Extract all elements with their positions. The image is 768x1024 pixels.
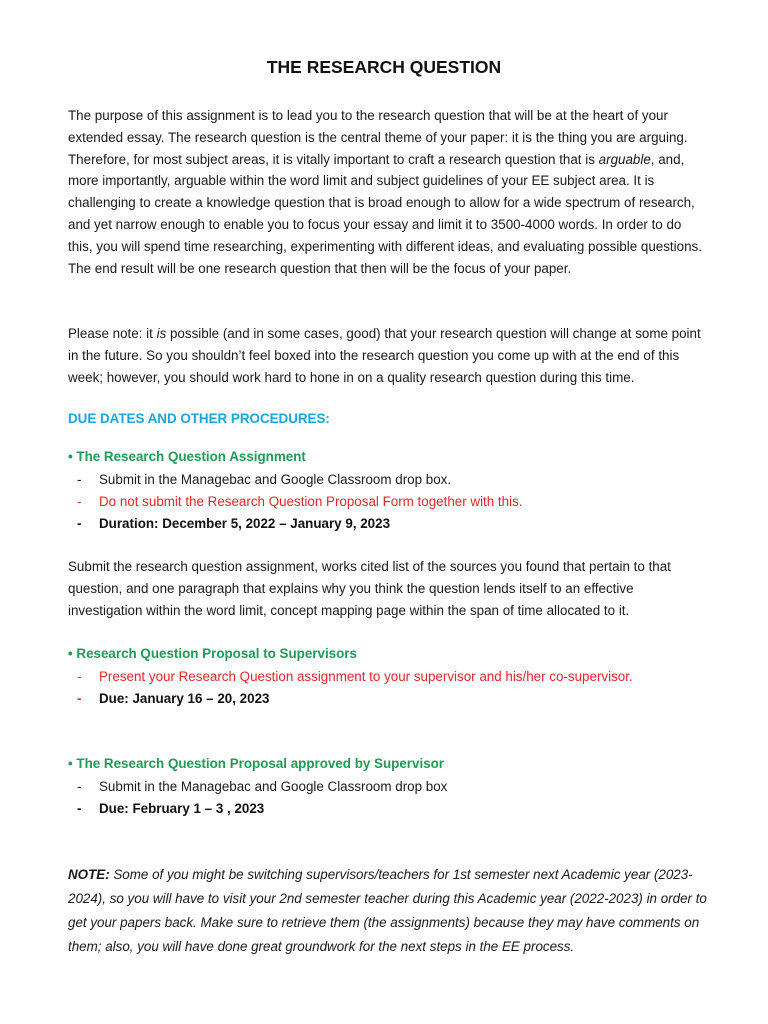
intro-text-2: , and, more importantly, arguable within the word limit and subject guidelines of your EE subject area. It is challenging to create a knowledge question that is broad enough to allow for a wide spectrum of research, and yet narrow enough to enable you to focus your essay and limit it to 3500-4000 words. In order to do this, you will spend time researching, experimenting with different ideas, and evaluating possible questions. The end result will be one research question that then will be the focus of your paper. — [68, 151, 702, 276]
note-paragraph — [68, 863, 718, 959]
list-item — [77, 776, 447, 798]
list-item-text: Submit in the Managebac and Google Classroom drop box — [99, 779, 448, 794]
intro-emphasis: arguable — [598, 151, 651, 167]
list-item-duration — [77, 513, 523, 535]
dash-marker: - — [77, 472, 82, 487]
note-label: NOTE: — [68, 867, 110, 882]
dash-marker: - — [77, 801, 82, 816]
submit-paragraph: Submit the research question assignment, works cited list of the sources you found that pertain to that question, and one paragraph that explains why you think the question lends itself to an effective investigation within the word limit, concept mapping page within the span of time allocated to it. — [68, 559, 671, 618]
dash-marker: - — [77, 494, 82, 509]
dash-marker: - — [77, 779, 82, 794]
note-text: Some of you might be switching supervisors/teachers for 1st semester next Academic year (2023-2024), so you will have to visit your 2nd semester teacher during this Academic year (2022-2023) in order to get your papers back. Make sure to retrieve them (the assignments) because they may have comments on them; also, you will have done great groundwork for the next steps in the EE process. — [68, 867, 707, 954]
section-list-assignment — [77, 469, 523, 535]
list-item-text: Duration: December 5, 2022 – January 9, 2023 — [99, 516, 391, 531]
intro-paragraph — [68, 105, 708, 279]
section-title-approved: • The Research Question Proposal approved by Supervisor — [68, 756, 445, 771]
section-list-approved — [77, 776, 447, 820]
list-item — [77, 469, 523, 491]
please-note-paragraph — [68, 323, 708, 388]
please-note-text-1: Please note: it — [68, 326, 157, 341]
section-title-proposal: • Research Question Proposal to Supervisors — [68, 646, 357, 661]
dash-marker: - — [77, 516, 82, 531]
due-dates-heading: DUE DATES AND OTHER PROCEDURES: — [68, 411, 330, 426]
list-item-text: Due: January 16 – 20, 2023 — [99, 691, 270, 706]
section-title-assignment: • The Research Question Assignment — [68, 449, 306, 464]
list-item-due — [77, 688, 633, 710]
list-item-text: Do not submit the Research Question Proposal Form together with this. — [99, 494, 523, 509]
please-note-text-2: possible (and in some cases, good) that your research question will change at some point in the future. So you shouldn’t feel boxed into the research question you come up with at the end of this week; however, you should work hard to hone in on a quality research question during this time. — [68, 326, 701, 385]
intro-text-1: The purpose of this assignment is to lead you to the research question that will be at the heart of your extended essay. The research question is the central theme of your paper: it is the thing you are arguing. Therefore, for most subject areas, it is vitally important to craft a research question that is — [68, 108, 688, 167]
please-note-emphasis: is — [156, 326, 167, 341]
list-item-warning — [77, 666, 633, 688]
list-item-text: Submit in the Managebac and Google Classroom drop box. — [99, 472, 452, 487]
list-item-text: Due: February 1 – 3 , 2023 — [99, 801, 265, 816]
dash-marker: - — [77, 669, 82, 684]
section-list-proposal — [77, 666, 633, 710]
list-item-text: Present your Research Question assignment to your supervisor and his/her co-supervisor. — [99, 669, 633, 684]
page-title: THE RESEARCH QUESTION — [266, 57, 502, 77]
list-item-warning — [77, 491, 523, 513]
dash-marker: - — [77, 691, 82, 706]
list-item-due — [77, 798, 447, 820]
